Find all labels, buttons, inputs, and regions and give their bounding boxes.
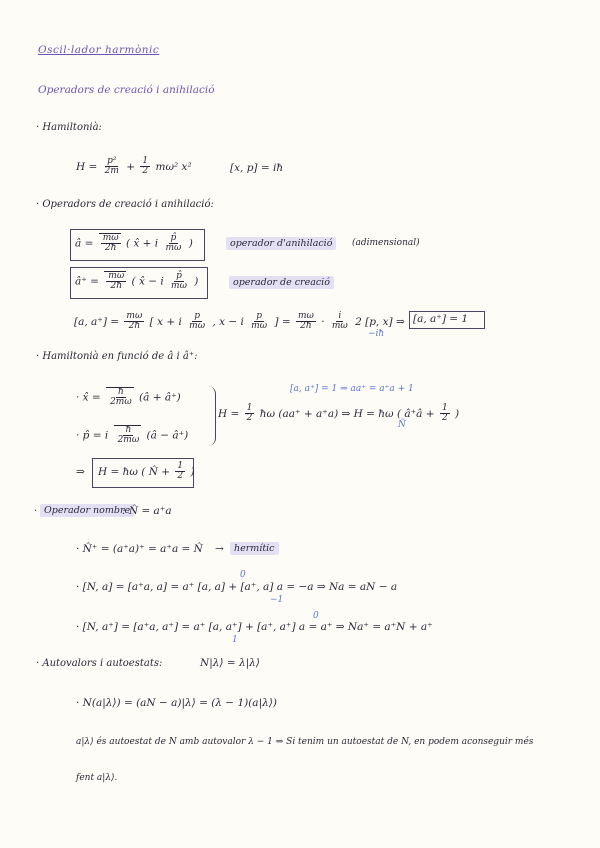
xp-commutator: [x, p] = iħ <box>230 162 284 174</box>
x-operator-equation: · x̂ = $\frac{ħ}{2m\omega}$ (â + â⁺) <box>76 387 181 408</box>
p-fraction: $\frac{p̂}{m\omega}$ <box>171 270 187 291</box>
creation-equation: â⁺ = $\frac{m\omega}{2ħ}$ ( x̂ − i $\frac{p̂}{m\omega}$ ) <box>75 270 199 292</box>
number-op-label: Operador nombre <box>40 504 134 517</box>
eigen-equation: N|λ⟩ = λ|λ⟩ <box>200 657 260 669</box>
potential-term: mω² x² <box>155 160 192 173</box>
annihilation-equation: â = $\frac{m\omega}{2ħ}$ ( x̂ + i $\frac{p̂}{m\omega}$ ) <box>75 232 193 254</box>
plus-sign: + <box>126 160 136 173</box>
comm1-annotation-bottom: −1 <box>270 595 284 605</box>
hermitic-equation: · N̂⁺ = (a⁺a)⁺ = a⁺a = N̂ <box>76 543 203 555</box>
number-op-bullet: · <box>34 506 38 517</box>
comm2-annotation-top: 0 <box>313 611 319 621</box>
sqrt-fraction: $\frac{m\omega}{2ħ}$ <box>99 233 121 254</box>
comm2-annotation-bottom: 1 <box>232 635 238 645</box>
hamiltonia-heading: · Hamiltonià: <box>36 122 102 133</box>
section-subtitle: Operadors de creació i anihilació <box>38 84 215 96</box>
commutator-annotation: −iħ <box>368 329 385 339</box>
eigen-conclusion-line2: fent a|λ⟩. <box>76 773 118 783</box>
n-hat-annotation: N̂ <box>398 420 406 430</box>
h-lhs: H = <box>76 160 98 173</box>
hamiltonian-ops-equation: H = $\frac{1}{2}$ ħω (aa⁺ + a⁺a) ⇒ H = ħω ( â⁺â + $\frac{1}{2}$ ) <box>218 403 460 424</box>
eigen-conclusion-line1: a|λ⟩ és autoestat de N amb autovalor λ − 1 ⇒ Si tenim un autoestat de N, en podem aconseguir més <box>76 737 534 747</box>
hamiltonian-ops-heading: · Hamiltonià en funció de â i â⁺: <box>36 351 198 362</box>
dimensionless-note: (adimensional) <box>352 238 420 248</box>
operators-heading: · Operadors de creació i anihilació: <box>36 199 214 210</box>
hamiltonian-equation <box>76 157 192 177</box>
p2-fraction: $\frac{\text{p²}}{2m}$ <box>104 156 119 177</box>
boxed-prefix: ⇒ <box>76 466 85 478</box>
creation-label: operador de creació <box>229 276 334 289</box>
eigen-heading: · Autovalors i autoestats: <box>36 658 163 669</box>
page-title: Oscil·lador harmònic <box>38 44 160 56</box>
p-operator-equation: · p̂ = i $\frac{ħ}{2m\omega}$ (â − â⁺) <box>76 425 189 446</box>
aa-commutator-derivation: [a, a⁺] = $\frac{m\omega}{2ħ}$ [ x + i $\frac{p}{m\omega}$ , x − i $\frac{p}{m\omega}$ ] = $\frac{m\omega}{2ħ}$ · $\frac{i}{m\omega}$ 2 [p, x] ⇒ <box>74 311 405 332</box>
sqrt-fraction: $\frac{m\omega}{2ħ}$ <box>104 271 126 292</box>
number-op-definition: : N̂ = a⁺a <box>122 505 172 517</box>
p-fraction: $\frac{p̂}{m\omega}$ <box>165 232 182 253</box>
hermitic-label: hermític <box>230 542 279 555</box>
half-fraction: $\frac{1}{2}$ <box>142 156 149 177</box>
blue-commutator-note: [a, a⁺] = 1 ⇒ aa⁺ = a⁺a + 1 <box>290 384 414 394</box>
comm1-annotation-top: 0 <box>240 570 246 580</box>
curly-brace <box>207 386 216 446</box>
na-commutator: · [N, a] = [a⁺a, a] = a⁺ [a, a] + [a⁺, a] a = −a ⇒ Na = aN − a <box>76 581 398 593</box>
hamiltonian-result: H = ħω ( N̂ + $\frac{1}{2}$ ) <box>98 461 195 482</box>
annihilation-label: operador d'anihilació <box>226 237 336 250</box>
eigen-derivation: · N(a|λ⟩) = (aN − a)|λ⟩ = (λ − 1)(a|λ⟩) <box>76 697 277 709</box>
commutator-result: [a, a⁺] = 1 <box>413 313 469 325</box>
hermitic-arrow: → <box>215 543 224 555</box>
na-plus-commutator: · [N, a⁺] = [a⁺a, a⁺] = a⁺ [a, a⁺] + [a⁺, a⁺] a = a⁺ ⇒ Na⁺ = a⁺N + a⁺ <box>76 621 433 633</box>
